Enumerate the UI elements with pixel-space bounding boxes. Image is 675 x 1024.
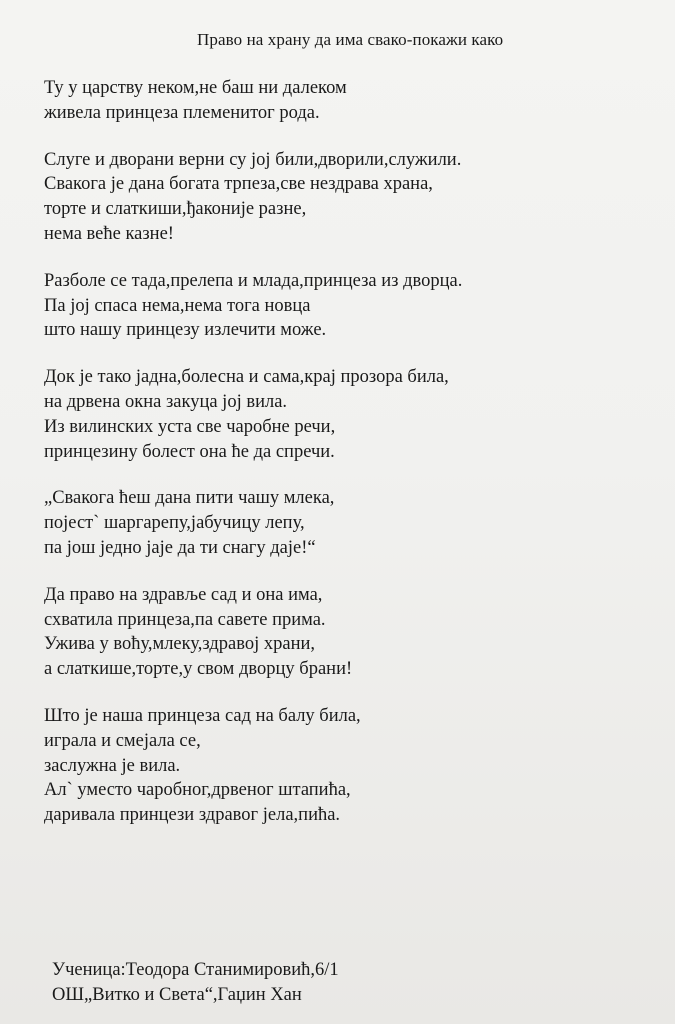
school-name: ОШ„Витко и Света“,Гаџин Хан bbox=[52, 985, 302, 1005]
poem-line: играла и смејала се, bbox=[44, 730, 201, 751]
poem-line: Док је тако јадна,болесна и сама,крај прозора била, bbox=[44, 367, 449, 388]
poem-line: појест` шаргарепу,јабучицу лепу, bbox=[44, 513, 305, 534]
stanza-4 bbox=[44, 365, 654, 464]
poem-line: а слаткише,торте,у свом дворцу брани! bbox=[44, 659, 353, 680]
poem-line: „Свакога ћеш дана пити чашу млека, bbox=[44, 488, 335, 509]
poem-body bbox=[44, 76, 654, 850]
stanza-5 bbox=[44, 486, 654, 560]
author-name: Ученица:Теодора Станимировић,6/1 bbox=[52, 960, 339, 980]
poem-line: заслужна је вила. bbox=[44, 755, 181, 776]
stanza-6 bbox=[44, 583, 654, 682]
poem-line: Па јој спаса нема,нема тога новца bbox=[44, 295, 311, 316]
poem-line: Разболе се тада,прелепа и млада,принцеза из дворца. bbox=[44, 270, 463, 291]
stanza-7 bbox=[44, 704, 654, 828]
poem-line: Да право на здравље сад и она има, bbox=[44, 584, 323, 605]
poem-title: Право на храну да има свако-покажи како bbox=[197, 30, 504, 49]
poem-line: даривала принцези здравог јела,пића. bbox=[44, 805, 341, 826]
poem-line: на дрвена окна закуца јој вила. bbox=[44, 391, 288, 412]
author-signature bbox=[52, 958, 339, 1008]
poem-line: Свакога је дана богата трпеза,све нездрава храна, bbox=[44, 174, 433, 195]
stanza-3 bbox=[44, 269, 654, 343]
poem-line: Слуге и дворани верни су јој били,дворили,служили. bbox=[44, 149, 462, 170]
poem-line: Из вилинских уста све чаробне речи, bbox=[44, 416, 336, 437]
poem-line: принцезину болест она ће да спречи. bbox=[44, 441, 335, 462]
poem-line: схватила принцеза,па савете прима. bbox=[44, 609, 326, 630]
poem-line: што нашу принцезу излечити може. bbox=[44, 320, 327, 341]
poem-line: Ужива у воћу,млеку,здравој храни, bbox=[44, 634, 315, 655]
poem-line: нема веће казне! bbox=[44, 223, 174, 244]
poem-line: Ту у царству неком,не баш ни далеком bbox=[44, 78, 347, 98]
poem-line: торте и слаткиши,ђаконије разне, bbox=[44, 199, 307, 220]
stanza-1 bbox=[44, 76, 654, 126]
poem-line: Ал` уместо чаробног,дрвеног штапића, bbox=[44, 780, 351, 801]
poem-line: живела принцеза племенитог рода. bbox=[44, 102, 320, 123]
stanza-2 bbox=[44, 148, 654, 247]
poem-line: па још једно јаје да ти снагу даје!“ bbox=[44, 537, 316, 558]
poem-line: Што је наша принцеза сад на балу била, bbox=[44, 705, 361, 726]
